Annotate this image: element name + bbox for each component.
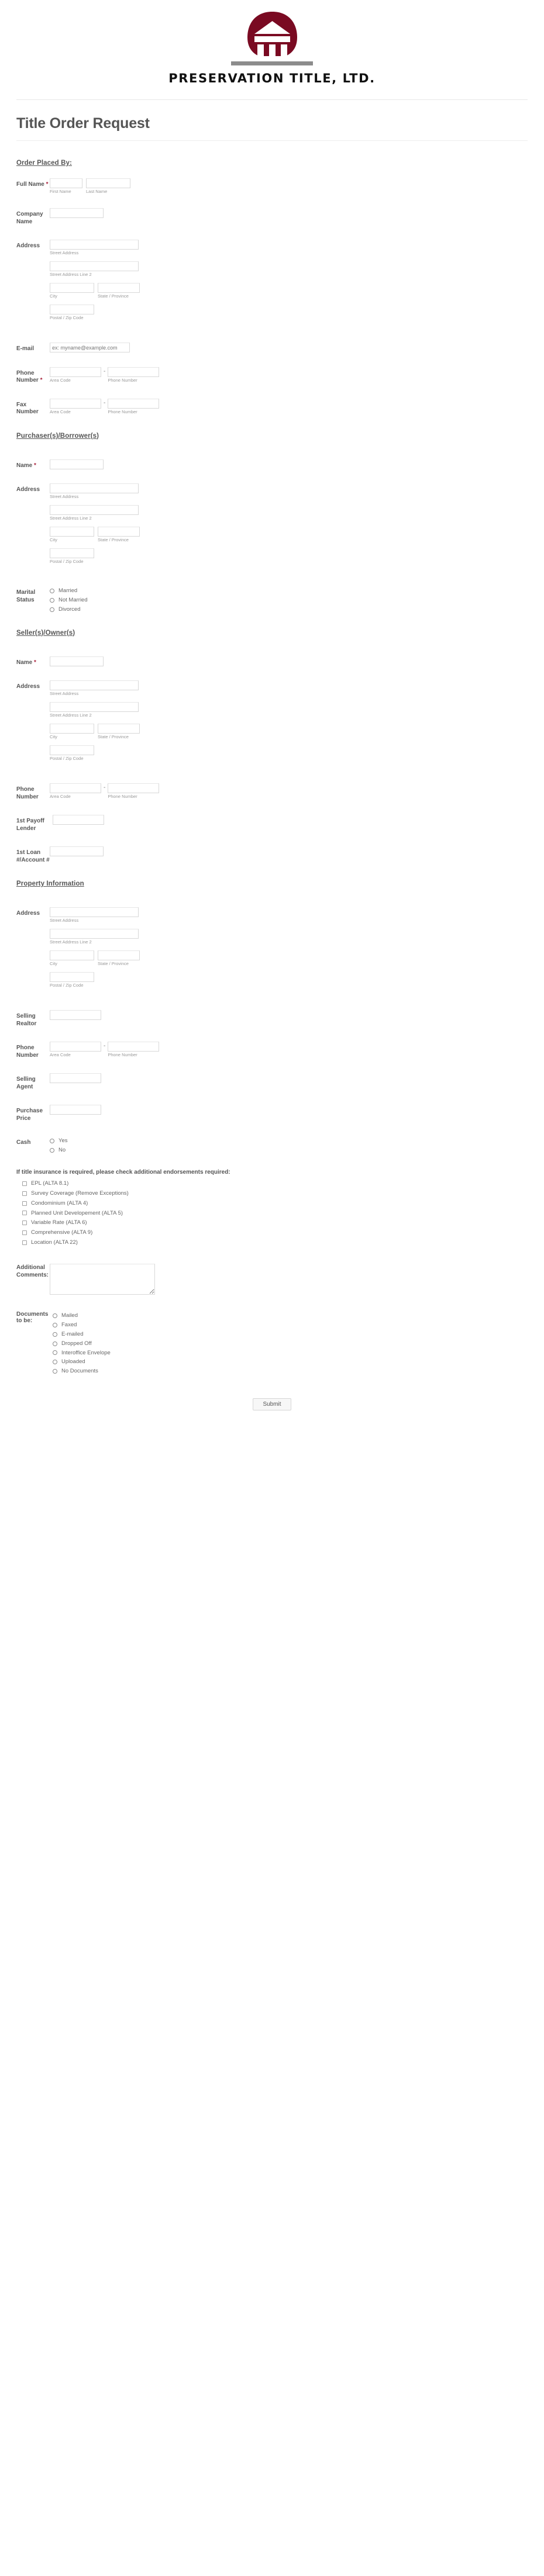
field-row-purchaser-name <box>16 459 528 470</box>
phone-dash-separator: - <box>104 784 106 791</box>
section-heading-seller: Seller(s)/Owner(s) <box>16 629 75 637</box>
sublabel-state: State / Province <box>98 293 129 299</box>
radio-icon[interactable] <box>50 1139 54 1143</box>
seller-phone-area-code-input[interactable] <box>50 783 101 793</box>
radio-option-emailed[interactable] <box>53 1331 528 1338</box>
radio-icon[interactable] <box>50 598 54 603</box>
label-full-name: Full Name * <box>16 181 49 188</box>
section-heading-property: Property Information <box>16 880 84 888</box>
radio-label: No Documents <box>61 1368 98 1375</box>
radio-label: Dropped Off <box>61 1340 92 1347</box>
checkbox-icon[interactable] <box>22 1220 27 1225</box>
field-row-company-name <box>16 208 528 226</box>
radio-icon[interactable] <box>53 1323 57 1327</box>
marital-status-radio-group <box>50 586 528 613</box>
sublabel-street-address: Street Address <box>50 918 79 924</box>
sublabel-street-address-2: Street Address Line 2 <box>50 713 92 718</box>
phone-dash-separator: - <box>104 368 106 375</box>
fax-dash-separator: - <box>104 399 106 406</box>
endorsements-heading: If title insurance is required, please check additional endorsements required: <box>16 1168 230 1175</box>
property-phone-number-input[interactable] <box>108 1042 159 1052</box>
field-row-marital-status <box>16 586 528 613</box>
label-seller-address: Address <box>16 683 40 690</box>
page-title: Title Order Request <box>16 115 150 132</box>
selling-realtor-input[interactable] <box>50 1010 101 1020</box>
sublabel-area-code: Area Code <box>50 377 71 383</box>
label-documents-to-be: Documents to be: <box>16 1311 49 1324</box>
city-input[interactable] <box>50 283 94 293</box>
field-row-email <box>16 343 528 353</box>
purchase-price-input[interactable] <box>50 1105 101 1115</box>
field-row-full-name <box>16 178 528 194</box>
company-name: PRESERVATION TITLE, LTD. <box>168 71 376 85</box>
radio-icon[interactable] <box>53 1360 57 1364</box>
sublabel-city: City <box>50 537 57 542</box>
field-row-selling-realtor <box>16 1010 528 1028</box>
field-row-purchase-price <box>16 1105 528 1122</box>
checkbox-icon[interactable] <box>22 1181 27 1186</box>
label-property-phone: Phone Number <box>16 1045 39 1059</box>
checkbox-icon[interactable] <box>22 1191 27 1196</box>
checkbox-icon[interactable] <box>22 1230 27 1235</box>
radio-option-divorced[interactable] <box>50 606 528 613</box>
street-address-input[interactable] <box>50 240 139 250</box>
sublabel-street-address-2: Street Address Line 2 <box>50 516 92 521</box>
label-loan-account: 1st Loan #/Account # <box>16 849 50 863</box>
sublabel-fax-number: Phone Number <box>108 409 137 414</box>
sublabel-street-address-2: Street Address Line 2 <box>50 939 92 945</box>
label-fax-number: Fax Number <box>16 401 39 415</box>
sublabel-state: State / Province <box>98 734 129 740</box>
checkbox-icon[interactable] <box>22 1201 27 1206</box>
field-row-documents-to-be <box>16 1311 528 1375</box>
sublabel-postal: Postal / Zip Code <box>50 983 84 988</box>
checkbox-label: Condominium (ALTA 4) <box>31 1199 88 1206</box>
email-input[interactable] <box>50 343 130 352</box>
section-heading-order-placed-by: Order Placed By: <box>16 160 72 167</box>
label-selling-realtor: Selling Realtor <box>16 1013 37 1027</box>
checkbox-option-location[interactable] <box>22 1239 528 1246</box>
radio-label: Yes <box>58 1137 68 1144</box>
radio-icon[interactable] <box>50 1148 54 1153</box>
required-asterisk: * <box>34 462 36 469</box>
sublabel-phone-number: Phone Number <box>108 794 137 800</box>
checkbox-option-planned-unit-development[interactable] <box>22 1210 528 1217</box>
radio-label: Not Married <box>58 596 88 603</box>
label-seller-name: Name * <box>16 659 36 666</box>
radio-label: Uploaded <box>61 1358 85 1365</box>
label-purchase-price: Purchase Price <box>16 1108 43 1122</box>
seller-state-input[interactable] <box>98 724 140 734</box>
radio-option-mailed[interactable] <box>53 1312 528 1319</box>
radio-option-dropped-off[interactable] <box>53 1340 528 1347</box>
field-row-purchaser-address <box>16 483 528 564</box>
seller-postal-code-input[interactable] <box>50 745 94 755</box>
seller-phone-number-input[interactable] <box>108 783 159 793</box>
phone-number-input[interactable] <box>108 367 159 377</box>
field-row-fax <box>16 399 528 416</box>
seller-city-input[interactable] <box>50 724 94 734</box>
property-postal-code-input[interactable] <box>50 972 94 982</box>
sublabel-state: State / Province <box>98 537 129 542</box>
field-row-property-address <box>16 907 528 988</box>
selling-agent-input[interactable] <box>50 1073 101 1083</box>
label-email: E-mail <box>16 345 35 352</box>
checkbox-label: Location (ALTA 22) <box>31 1239 78 1246</box>
checkbox-label: EPL (ALTA 8.1) <box>31 1180 69 1187</box>
purchaser-city-input[interactable] <box>50 527 94 537</box>
documents-radio-group <box>53 1311 528 1375</box>
field-row-loan-account <box>16 846 528 864</box>
state-input[interactable] <box>98 283 140 293</box>
sublabel-phone-number: Phone Number <box>108 1052 137 1058</box>
property-street-address-input[interactable] <box>50 907 139 917</box>
purchaser-postal-code-input[interactable] <box>50 548 94 558</box>
checkbox-label: Survey Coverage (Remove Exceptions) <box>31 1190 129 1197</box>
required-asterisk: * <box>46 181 49 188</box>
radio-option-married[interactable] <box>50 587 528 594</box>
sublabel-city: City <box>50 734 57 740</box>
label-selling-agent: Selling Agent <box>16 1076 36 1090</box>
phone-dash-separator: - <box>104 1043 106 1050</box>
property-phone-area-code-input[interactable] <box>50 1042 101 1052</box>
loan-account-input[interactable] <box>50 846 104 856</box>
field-row-cash <box>16 1136 528 1154</box>
field-row-address-order-placed-by <box>16 240 528 320</box>
radio-option-faxed[interactable] <box>53 1322 528 1329</box>
label-property-address: Address <box>16 910 40 917</box>
radio-label: No <box>58 1147 66 1153</box>
fax-area-code-input[interactable] <box>50 399 101 409</box>
checkbox-option-variable-rate[interactable] <box>22 1219 528 1226</box>
label-phone-number: Phone Number * <box>16 369 43 383</box>
last-name-input[interactable] <box>86 178 130 188</box>
postal-code-input[interactable] <box>50 305 94 314</box>
cash-radio-group <box>50 1136 528 1154</box>
radio-label: Divorced <box>58 606 81 613</box>
payoff-lender-input[interactable] <box>53 815 104 825</box>
sublabel-area-code: Area Code <box>50 1052 71 1058</box>
field-row-phone-order-placed-by <box>16 367 528 385</box>
courthouse-logo-icon <box>239 11 306 63</box>
radio-option-not-married[interactable] <box>50 597 528 604</box>
field-row-payoff-lender <box>16 815 528 832</box>
property-street-address-2-input[interactable] <box>50 929 139 939</box>
purchaser-street-address-2-input[interactable] <box>50 505 139 515</box>
label-purchaser-address: Address <box>16 486 40 493</box>
company-logo <box>0 11 544 85</box>
radio-label: Married <box>58 587 78 594</box>
sublabel-last-name: Last Name <box>86 189 108 194</box>
sublabel-area-code: Area Code <box>50 794 71 800</box>
seller-street-address-2-input[interactable] <box>50 702 139 712</box>
field-row-seller-address <box>16 680 528 761</box>
sublabel-first-name: First Name <box>50 189 71 194</box>
page-header <box>0 0 544 100</box>
header-divider <box>16 99 528 100</box>
sublabel-postal: Postal / Zip Code <box>50 559 84 564</box>
checkbox-option-comprehensive[interactable] <box>22 1229 528 1236</box>
label-additional-comments: Additional Comments: <box>16 1264 49 1278</box>
radio-label: Mailed <box>61 1312 78 1319</box>
radio-option-uploaded[interactable] <box>53 1358 528 1365</box>
radio-option-interoffice-envelope[interactable] <box>53 1350 528 1357</box>
checkbox-label: Variable Rate (ALTA 6) <box>31 1219 87 1226</box>
checkbox-option-epl[interactable] <box>22 1180 528 1187</box>
sublabel-fax-area-code: Area Code <box>50 409 71 414</box>
label-cash: Cash <box>16 1139 31 1146</box>
field-row-selling-agent <box>16 1073 528 1091</box>
label-marital-status: Marital Status <box>16 589 36 603</box>
label-seller-phone: Phone Number <box>16 786 39 800</box>
property-state-input[interactable] <box>98 950 140 960</box>
radio-icon[interactable] <box>53 1369 57 1374</box>
submit-button-container <box>16 1398 528 1410</box>
radio-option-no-documents[interactable] <box>53 1368 528 1375</box>
company-name-input[interactable] <box>50 208 104 218</box>
title-divider <box>16 140 528 141</box>
fax-number-input[interactable] <box>108 399 159 409</box>
radio-icon[interactable] <box>50 607 54 612</box>
checkbox-label: Planned Unit Developement (ALTA 5) <box>31 1209 123 1216</box>
radio-icon[interactable] <box>53 1341 57 1346</box>
sublabel-phone-number: Phone Number <box>108 377 137 383</box>
property-city-input[interactable] <box>50 950 94 960</box>
checkbox-option-condominium[interactable] <box>22 1200 528 1207</box>
field-row-property-phone <box>16 1042 528 1059</box>
purchaser-name-input[interactable] <box>50 459 104 469</box>
radio-icon[interactable] <box>53 1332 57 1337</box>
sublabel-street-address-2: Street Address Line 2 <box>50 272 92 277</box>
sublabel-state: State / Province <box>98 961 129 967</box>
sublabel-postal: Postal / Zip Code <box>50 315 84 320</box>
purchaser-street-address-input[interactable] <box>50 483 139 493</box>
radio-label: Faxed <box>61 1321 77 1328</box>
radio-icon[interactable] <box>53 1313 57 1318</box>
checkbox-icon[interactable] <box>22 1240 27 1245</box>
field-row-seller-phone <box>16 783 528 801</box>
seller-street-address-input[interactable] <box>50 680 139 690</box>
radio-option-cash-no[interactable] <box>50 1147 528 1154</box>
section-heading-purchaser: Purchaser(s)/Borrower(s) <box>16 432 99 440</box>
first-name-input[interactable] <box>50 178 82 188</box>
label-company-name: Company Name <box>16 211 43 225</box>
checkbox-label: Comprehensive (ALTA 9) <box>31 1229 93 1236</box>
label-address: Address <box>16 243 40 249</box>
seller-name-input[interactable] <box>50 656 104 666</box>
field-row-seller-name <box>16 656 528 667</box>
endorsements-checkbox-group <box>22 1180 528 1246</box>
field-row-additional-comments <box>16 1264 528 1295</box>
additional-comments-textarea[interactable] <box>50 1264 155 1295</box>
checkbox-icon[interactable] <box>22 1211 27 1215</box>
radio-icon[interactable] <box>53 1350 57 1355</box>
street-address-2-input[interactable] <box>50 261 139 271</box>
submit-button[interactable]: Submit <box>253 1398 291 1410</box>
form-body <box>0 160 544 1410</box>
checkbox-option-survey-coverage[interactable] <box>22 1190 528 1197</box>
sublabel-street-address: Street Address <box>50 494 79 499</box>
sublabel-street-address: Street Address <box>50 250 79 255</box>
radio-label: Interoffice Envelope <box>61 1349 111 1356</box>
radio-label: E-mailed <box>61 1330 84 1337</box>
label-payoff-lender: 1st Payoff Lender <box>16 818 44 832</box>
sublabel-postal: Postal / Zip Code <box>50 756 84 762</box>
sublabel-city: City <box>50 961 57 967</box>
radio-icon[interactable] <box>50 589 54 593</box>
phone-area-code-input[interactable] <box>50 367 101 377</box>
radio-option-cash-yes[interactable] <box>50 1137 528 1144</box>
sublabel-city: City <box>50 293 57 299</box>
sublabel-street-address: Street Address <box>50 691 79 697</box>
label-purchaser-name: Name * <box>16 462 36 469</box>
required-asterisk: * <box>40 377 43 383</box>
logo-base-bar <box>231 61 313 65</box>
required-asterisk: * <box>34 659 36 666</box>
purchaser-state-input[interactable] <box>98 527 140 537</box>
